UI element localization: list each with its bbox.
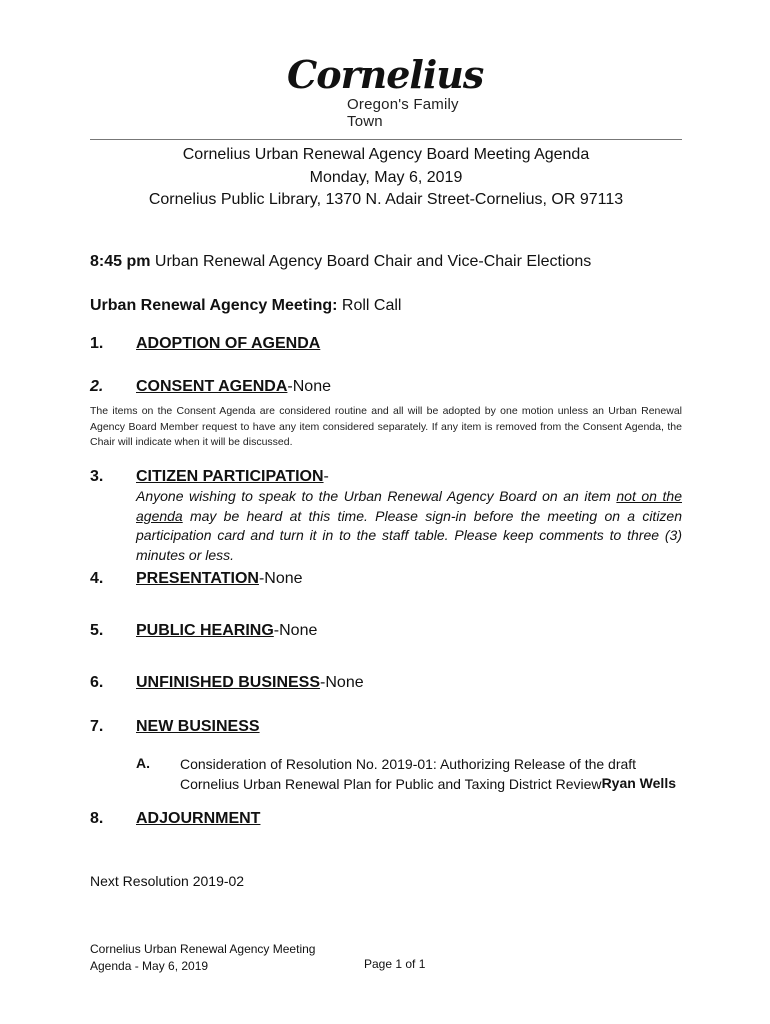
page-number: Page 1 of 1: [364, 957, 426, 971]
item-suffix: -: [323, 468, 329, 485]
item-title: PUBLIC HEARING: [136, 622, 274, 639]
citizen-participation-desc: [136, 487, 682, 565]
header-divider: [90, 139, 682, 140]
logo-wordmark: Cornelius: [287, 52, 484, 97]
next-resolution: Next Resolution 2019-02: [90, 873, 245, 889]
item-number: 6.: [90, 674, 104, 691]
citizen-desc-end: may be heard at this time. Please sign-in before the meeting on a citizen participation card and turn it in to the staff table. Please keep comments to three (3) minutes or less.: [136, 507, 682, 563]
item-title: PRESENTATION: [136, 570, 259, 587]
item-title: ADJOURNMENT: [136, 810, 261, 827]
item-suffix: -None: [273, 622, 318, 639]
item-number: 4.: [90, 570, 104, 587]
footer-line2: Agenda - May 6, 2019: [90, 958, 209, 973]
item-number: 1.: [90, 335, 104, 352]
item-title: ADOPTION OF AGENDA: [136, 335, 321, 352]
footer-line1: Cornelius Urban Renewal Agency Meeting: [90, 942, 316, 956]
sub-item-line1: Consideration of Resolution No. 2019-01: Authorizing Release of the draft: [180, 756, 637, 772]
sub-item-letter: A.: [136, 755, 150, 771]
sub-item-line2: Cornelius Urban Renewal Plan for Public and Taxing District Review: [180, 775, 602, 792]
item-number: 8.: [90, 810, 104, 827]
item-title: CONSENT AGENDA: [136, 378, 288, 395]
item-number: 5.: [90, 622, 104, 639]
elections-time: 8:45 pm: [90, 253, 151, 270]
citizen-desc-underlined: not on the agenda: [136, 488, 682, 524]
consent-agenda-note: The items on the Consent Agenda are considered routine and all will be adopted by one motion unless an Urban Renewal Agency Board Member request to have any item considered separately. If any item is removed from the Consent Agenda, the Chair will indicate when it will be discussed.: [90, 405, 682, 448]
item-number: 3.: [90, 468, 104, 485]
item-number: 7.: [90, 718, 104, 735]
meeting-date: Monday, May 6, 2019: [309, 169, 463, 186]
roll-call-label: Urban Renewal Agency Meeting:: [90, 297, 338, 314]
item-title: UNFINISHED BUSINESS: [136, 674, 321, 691]
roll-call-text: Roll Call: [337, 297, 402, 314]
elections-line: [90, 253, 591, 271]
presenter-name: Ryan Wells: [601, 775, 676, 791]
item-suffix: -None: [287, 378, 331, 395]
item-suffix: -None: [320, 674, 364, 691]
sub-item-text: [180, 755, 636, 794]
citizen-desc-start: Anyone wishing to speak to the Urban Renewal Agency Board on an item: [136, 488, 617, 504]
item-number: 2.: [90, 378, 104, 395]
footer: [90, 941, 315, 974]
elections-text: Urban Renewal Agency Board Chair and Vice-Chair Elections: [150, 253, 592, 270]
cornelius-logo: [285, 52, 485, 130]
meeting-location: Cornelius Public Library, 1370 N. Adair Street-Cornelius, OR 97113: [148, 191, 624, 208]
logo-tagline: Oregon's Family Town: [347, 96, 459, 130]
agenda-title: Cornelius Urban Renewal Agency Board Meeting Agenda: [182, 146, 590, 163]
item-title: NEW BUSINESS: [136, 718, 260, 735]
item-suffix: -None: [258, 570, 303, 587]
roll-call-line: [90, 297, 401, 315]
item-title: CITIZEN PARTICIPATION: [136, 468, 324, 485]
